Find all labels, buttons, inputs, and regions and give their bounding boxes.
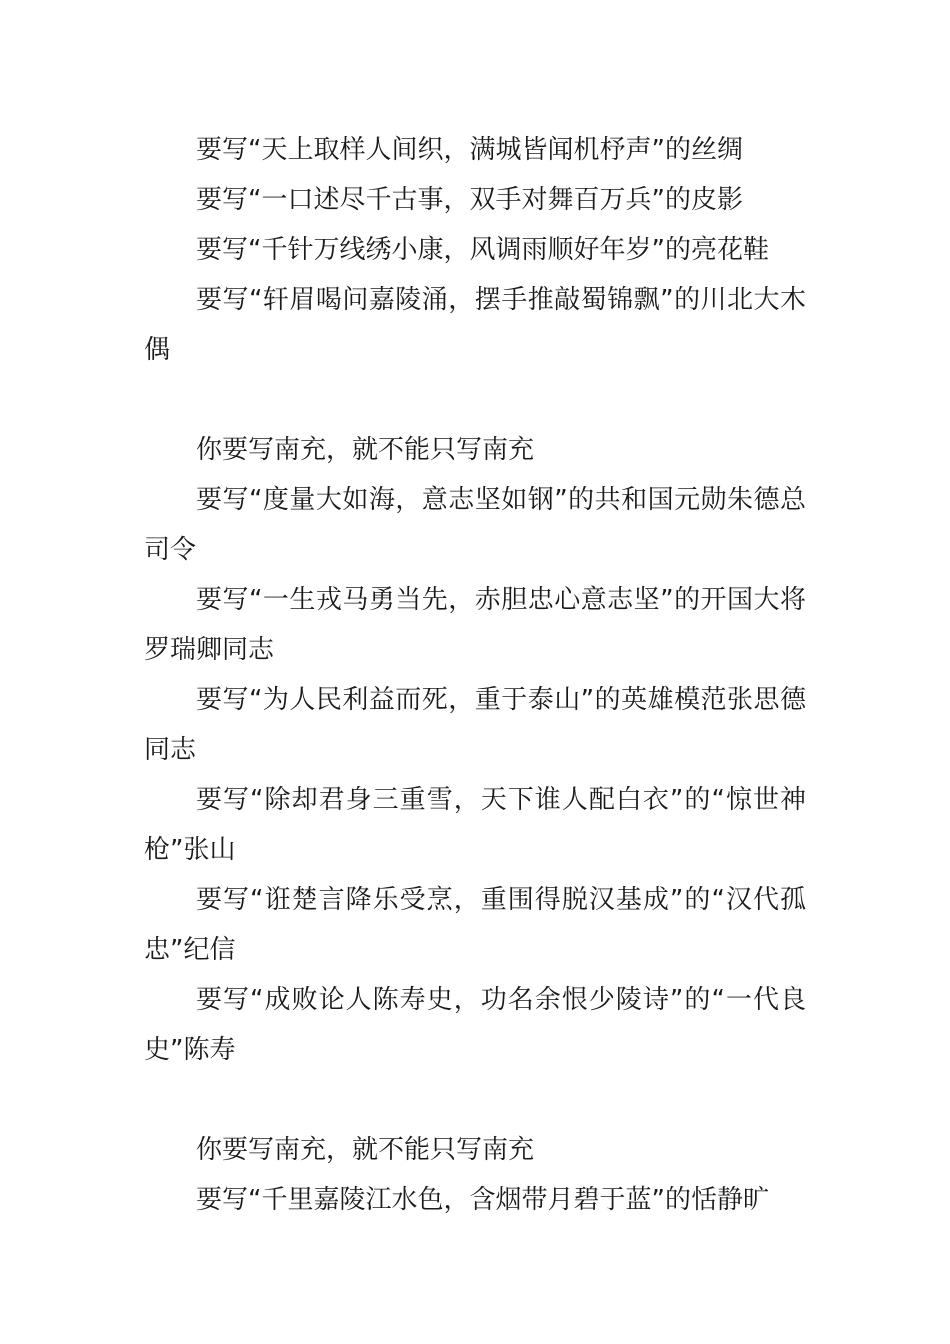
- paragraph-zhang-side: 要写“为人民利益而死，重于泰山”的英雄模范张思德同志: [144, 685, 806, 765]
- paragraph-zhang-shan: 要写“除却君身三重雪，天下谁人配白衣”的“惊世神枪”张山: [144, 785, 806, 865]
- section-heading: 你要写南充，就不能只写南充: [196, 435, 535, 465]
- paragraph-wooden-puppets: 要写“轩眉喝问嘉陵涌，摆手推敲蜀锦飘”的川北大木偶: [144, 285, 806, 365]
- paragraph-chen-shou: 要写“成败论人陈寿史，功名余恨少陵诗”的“一代良史”陈寿: [144, 985, 806, 1065]
- paragraph-embroidered-shoes: 要写“千针万线绣小康，风调雨顺好年岁”的亮花鞋: [196, 235, 769, 265]
- document-body: [144, 125, 806, 1225]
- section-gap: [144, 1075, 806, 1125]
- paragraph-shadow-puppetry: 要写“一口述尽千古事，双手对舞百万兵”的皮影: [196, 185, 743, 215]
- section-gap: [144, 375, 806, 425]
- paragraph-silk: 要写“天上取样人间织，满城皆闻机杼声”的丝绸: [196, 135, 743, 165]
- paragraph-jialing-river: 要写“千里嘉陵江水色，含烟带月碧于蓝”的恬静旷: [196, 1185, 769, 1215]
- paragraph-ji-xin: 要写“诳楚言降乐受烹，重围得脱汉基成”的“汉代孤忠”纪信: [144, 885, 806, 965]
- paragraph-luo-ruiqing: 要写“一生戎马勇当先，赤胆忠心意志坚”的开国大将罗瑞卿同志: [144, 585, 806, 665]
- section-heading: 你要写南充，就不能只写南充: [196, 1135, 535, 1165]
- paragraph-zhu-de: 要写“度量大如海，意志坚如钢”的共和国元勋朱德总司令: [144, 485, 806, 565]
